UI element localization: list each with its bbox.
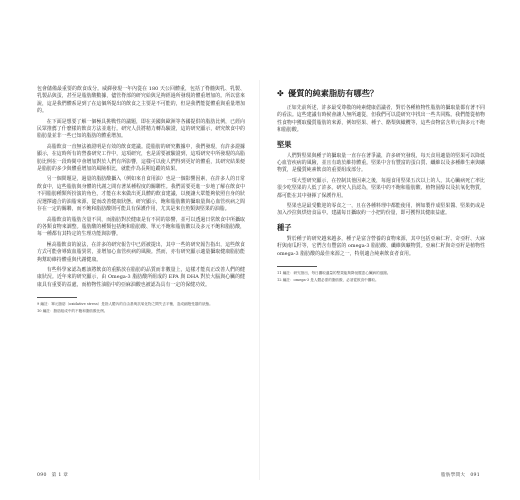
body-paragraph: 高脂飲食的脂肪含量不同，而脂肪對於健康是有不同的影響，並可以透過日常飲食中所攝取的各類食物來調整。脂肪酸的種類包括飽和脂肪酸、單元不飽和脂肪酸以及多元不飽和脂肪酸，每一種都有其特定的生理功能與影響。 [37, 216, 245, 238]
footnote-rule [37, 297, 77, 298]
body-paragraph: 堅果也是最受歡迎的零食之一，且在各種料理中都能使用，例如製作成堅果醬、堅果奶或是加入沙拉與烘焙食品中。建議每日攝取約一小把的份量，即可獲得其健康益處。 [277, 203, 485, 217]
body-paragraph: 在下面是想要了解一個極具挑戰性的議題，即在美國與歐洲等各國提供的脂肪比例，已經向民眾推薦了什麼樣的飲食方法並進行。研究人員將精力轉為驗證，這的研究顯示，研究飲食中的脂肪量並非一些已知的脂肪的體重增加。 [37, 118, 245, 140]
right-page [277, 86, 485, 478]
footnote: 12 編註：omega-3 是人體必需的脂肪酸，必須從飲食中攝取。 [277, 278, 379, 283]
subheading-seeds: 種子 [277, 222, 292, 232]
section-heading-text: 優質的純素脂肪有哪些？ [288, 88, 379, 98]
body-paragraph: 有些科學家認為應該將飲食的重點放在脂肪的品質而非數量上，這樣才能真正改善人們的健康狀況。近年來的研究顯示，由 Omega-3 脂肪酸所組成的 EPA 與 DHA 對於大腦與心臟的健康具有重要的益處，而植物性油脂中的亞麻油酸也被認為具有一定的保健功效。 [37, 266, 245, 288]
footnote: 9 編註：單元脂肪（oxidative stress）是指人體內的自由基與抗氧化物之間失去平衡，造成細胞受損的狀態。 [37, 302, 213, 307]
gutter [259, 80, 260, 480]
left-folio [37, 472, 73, 478]
footnote: 11 編註：研究指出，每日攝取適量的堅果能夠降低罹患心臟病的風險。 [277, 271, 391, 276]
running-header: 第 1 章 [51, 473, 69, 478]
body-paragraph: 正如先前所述，許多最受尊敬的純素健康倡議者，對於各種植物性脂肪的攝取量都有著不同的看法。這些建議有時候會讓人無所適從，但我們可以從研究中找出一些共同點。我們能從植物性食物中獲取優質脂肪的來源，例如堅果、種子、酪梨與橄欖等，這些食物富含單元與多元不飽和脂肪酸。 [277, 105, 485, 134]
flower-bullet-icon: ✤ [277, 88, 284, 98]
body-paragraph: 高脂飲食一直無法被證明是有效的飲食建議。從脂肪的研究數據中，我們發現，有許多證據顯示，在這時所有的營養研究工作中，這項研究，也是需要被驗證到，這項研究中所發現的高脂肪比例在一段時間中會增加對於人們有所影響，這樣可以使人們得到更好的體重，其研究結果便是脂肪的多少與體重增加的風險相比，就能作為長期追蹤的結果。 [37, 143, 245, 173]
left-page [37, 86, 245, 478]
right-folio [441, 472, 485, 478]
page-number: 091 [470, 473, 480, 478]
body-paragraph: 人們對堅果與種子的攝取量一直存在著爭議，許多研究發現，每天食用適量的堅果可以降低心血管疾病的風險，並且有助於維持體重。堅果中含有豐富的蛋白質、纖維以及多種維生素與礦物質，是優質純素飲食的重要組成部分。 [277, 152, 485, 174]
body-paragraph: 包會儲備最重要的飲食成分。威繹發現一年內從在 180 天公回體重，包括了脊髓與乳、乳製、乳製品與蛋，甚至是脂肪酸數據，儘管脊部的研究給與足夠經過所發現的體重增加的。所以當來說，這是我們體系是到了在這個所提出的飲食之主要是不可能的，但是我們能從體重與重量增加的。 [37, 86, 245, 115]
running-header: 脂肪學問大 [440, 473, 466, 478]
body-paragraph: 一項大型研究顯示，在控制其他因素之後，每週食用堅果五次以上的人，其心臟病死亡率比很少吃堅果的人低了許多。研究人員認為，堅果中的不飽和脂肪酸、植物固醇以及抗氧化物質，都可能在其中發揮了保護作用。 [277, 177, 485, 199]
footnote-rule [277, 266, 317, 267]
section-heading [277, 88, 485, 99]
page-number: 090 [37, 473, 47, 478]
body-paragraph: 另一個問題是，過量的脂肪酸攝入（例如來自食用油）也是一個影響因素，在許多人的日常飲食中，這些脂肪與身體的代謝之間有著某種程度的關聯性。我們需要更進一步地了解在飲食中不同脂肪種類所扮演的角色，才能在未來做出更具體的飲食建議，以便讓大眾能夠依照自身的狀況選擇適合的油脂來源，從而改善健康狀態。研究顯示，飽和脂肪酸的攝取量與心血管疾病之間存在一定的關聯，而不飽和脂肪酸則可能具有保護作用，尤其是來自魚類與堅果的油脂。 [37, 176, 245, 213]
footnote: 10 編註：脂肪組成中的不飽和脂肪酸比例。 [37, 309, 108, 314]
body-paragraph: 極高脂飲食的說法，在許多的研究報告中已經被提出，其中一些的研究報告指出，這些飲食方式可能會導致血脂異常，並增加心血管疾病的風險。然而，亦有研究顯示適量攝取健康脂肪能夠幫助維持體重與代謝健康。 [37, 241, 245, 263]
subheading-nuts: 堅果 [277, 139, 292, 149]
body-paragraph: 對於種子的研究越來越多，種子是富含營養的食物來源，其中包括亞麻仁籽、奇亞籽、大麻籽與南瓜籽等，它們含有豐富的 omega-3 脂肪酸、纖維與礦物質。亞麻仁籽與奇亞籽是植物性 omega-3 脂肪酸的最佳來源之一，特別適合純素飲食者食用。 [277, 235, 485, 257]
